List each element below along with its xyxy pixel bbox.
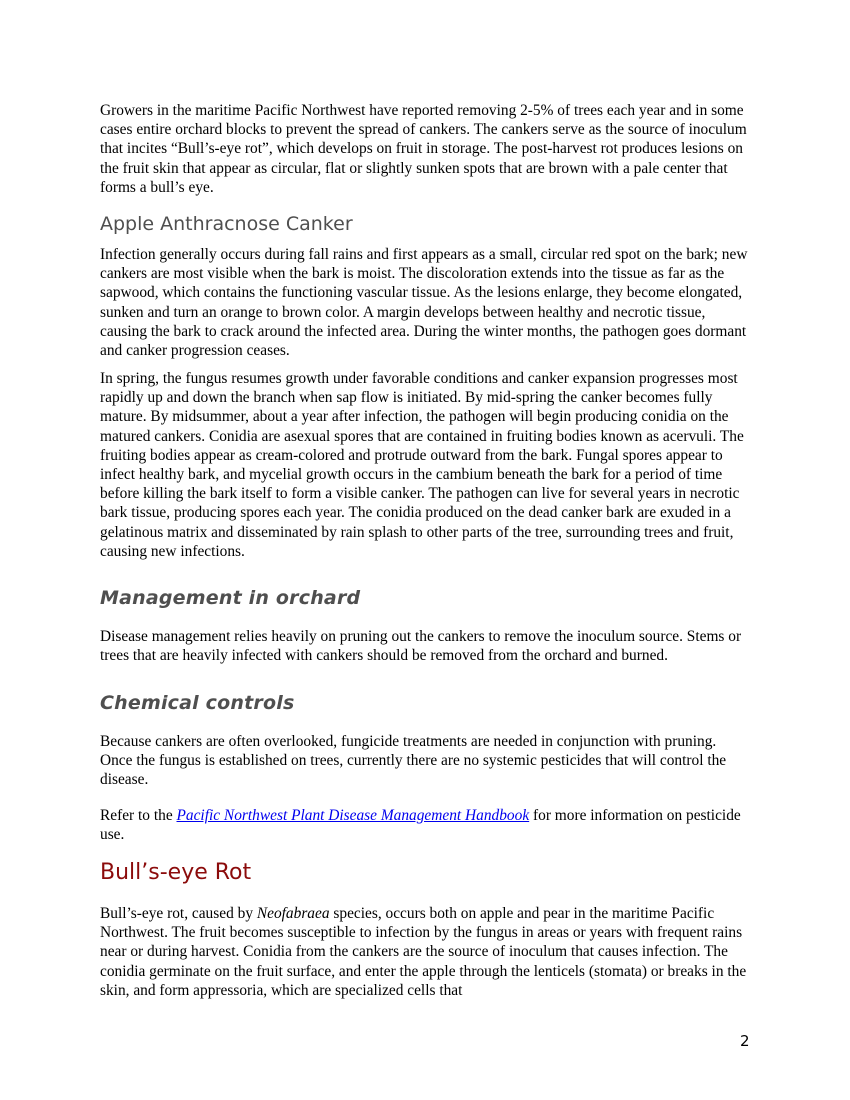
bullseye-text-before: Bull’s-eye rot, caused by bbox=[100, 905, 257, 922]
intro-paragraph: Growers in the maritime Pacific Northwest have reported removing 2-5% of trees each year and in some cases entire orchard blocks to prevent the spread of cankers. The cankers serve as the source of inoculum that incites “Bull’s-eye rot”, which develops on fruit in storage. The post-harvest rot produces lesions on the fruit skin that appear as circular, flat or slightly sunken spots that are brown with a pale center that forms a bull’s eye. bbox=[100, 102, 747, 196]
management-paragraph: Disease management relies heavily on pruning out the cankers to remove the inoculum source. Stems or trees that are heavily infected with cankers should be removed from the orchard and burned. bbox=[100, 628, 742, 665]
bullseye-paragraph bbox=[100, 904, 752, 1000]
page-number: 2 bbox=[740, 1032, 750, 1050]
anthracnose-heading: Apple Anthracnose Canker bbox=[100, 213, 353, 235]
handbook-link[interactable]: Pacific Northwest Plant Disease Management Handbook bbox=[176, 807, 530, 824]
management-heading: Management in orchard bbox=[100, 587, 361, 609]
bullseye-heading: Bull’s-eye Rot bbox=[100, 860, 252, 885]
species-name: Neofabraea bbox=[256, 905, 330, 922]
refer-paragraph bbox=[100, 806, 752, 844]
anthracnose-paragraph-2: In spring, the fungus resumes growth under favorable conditions and canker expansion progresses most rapidly up and down the branch when sap flow is initiated. By mid-spring the canker becomes fully mature. By midsummer, about a year after infection, the pathogen will begin producing conidia on the matured cankers. Conidia are asexual spores that are contained in fruiting bodies known as acervuli. The fruiting bodies appear as cream-colored and protrude outward from the bark. Fungal spores appear to infect healthy bark, and mycelial growth occurs in the cambium beneath the bark for a period of time before killing the bark itself to form a visible canker. The pathogen can live for several years in necrotic bark tissue, producing spores each year. The conidia produced on the dead canker bark are exuded in a gelatinous matrix and disseminated by rain splash to other parts of the tree, surrounding trees and fruit, causing new infections. bbox=[100, 370, 744, 560]
anthracnose-paragraph-1: Infection generally occurs during fall rains and first appears as a small, circular red spot on the bark; new cankers are most visible when the bark is moist. The discoloration extends into the tissue as far as the sapwood, which contains the functioning vascular tissue. As the lesions enlarge, they become elongated, sunken and turn an orange to brown color. A margin develops between healthy and necrotic tissue, causing the bark to crack around the infected area. During the winter months, the pathogen goes dormant and canker progression ceases. bbox=[100, 246, 748, 360]
chemical-heading: Chemical controls bbox=[100, 692, 295, 714]
refer-after: for more information on pesticide use. bbox=[100, 807, 741, 844]
bullseye-text-after: species, occurs both on apple and pear in the maritime Pacific Northwest. The fruit becomes susceptible to infection by the fungus in areas or years with frequent rains near or during harvest. Conidia from the cankers are the source of inoculum that causes infection. The conidia germinate on the fruit surface, and enter the apple through the lenticels (stomata) or breaks in the skin, and form appressoria, which are specialized cells that bbox=[100, 905, 747, 999]
refer-before: Refer to the bbox=[100, 807, 177, 824]
chemical-paragraph: Because cankers are often overlooked, fungicide treatments are needed in conjunction with pruning. Once the fungus is established on trees, currently there are no systemic pesticides that will control the disease. bbox=[100, 733, 727, 789]
